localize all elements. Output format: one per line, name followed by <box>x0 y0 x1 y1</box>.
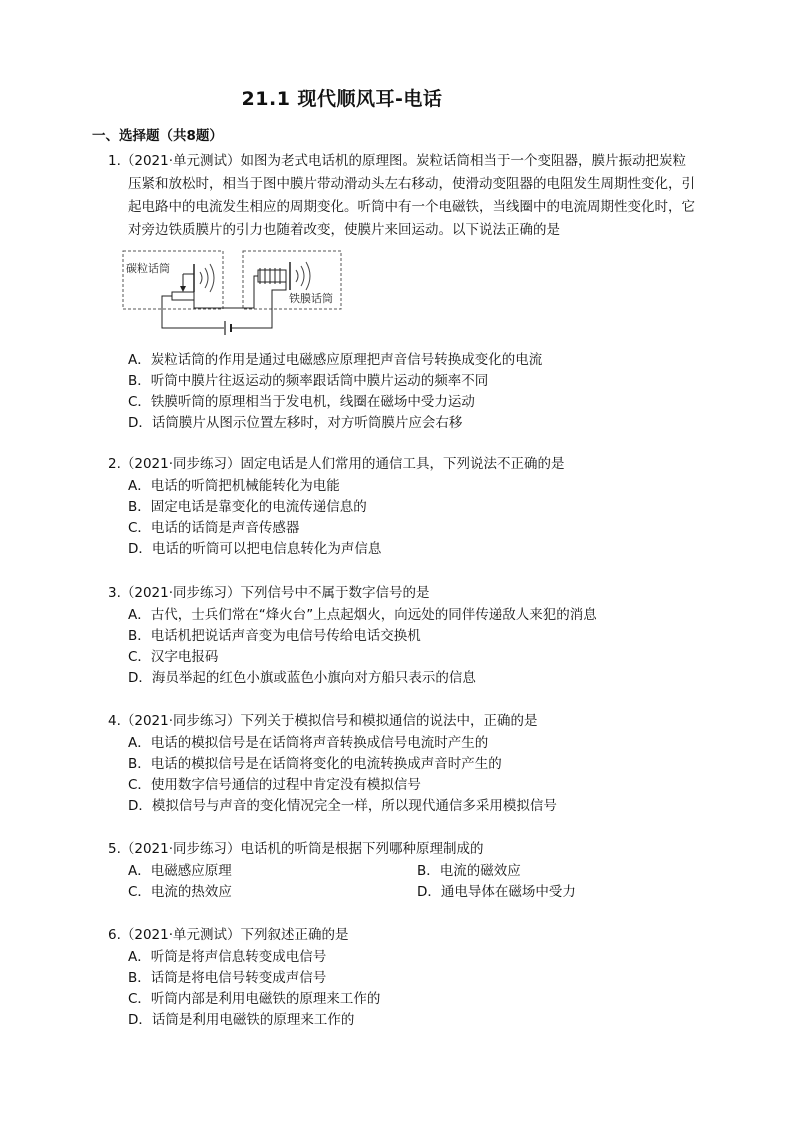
option-c: C．使用数字信号通信的过程中肯定没有模拟信号 <box>128 777 421 793</box>
question-3 <box>108 582 706 689</box>
carbon-mic-label: 碳粒话筒 <box>126 262 170 275</box>
option-d: D．电话的听筒可以把电信息转化为声信息 <box>128 541 382 557</box>
option-b: B．电流的磁效应 <box>417 863 521 879</box>
sound-wave-icon <box>200 264 214 292</box>
question-5 <box>108 838 706 903</box>
options-row <box>108 861 706 882</box>
wire <box>194 276 258 308</box>
option-d: D．模拟信号与声音的变化情况完全一样，所以现代通信多采用模拟信号 <box>128 798 557 814</box>
option-a: A．炭粒话筒的作用是通过电磁感应原理把声音信号转换成变化的电流 <box>128 352 543 368</box>
option-a: A．电磁感应原理 <box>128 863 232 879</box>
question-1-stem <box>108 150 706 242</box>
wire <box>232 282 286 328</box>
option-b: B．话筒是将电信号转变成声信号 <box>128 970 327 986</box>
question-stem-line: 1.（2021·单元测试）如图为老式电话机的原理图。炭粒话筒相当于一个变阻器，膜片振动把炭粒 <box>108 153 687 169</box>
question-6 <box>108 924 706 1031</box>
wire <box>162 296 224 328</box>
option-b: B．电话的模拟信号是在话筒将变化的电流转换成声音时产生的 <box>128 756 502 772</box>
option-b: B．固定电话是靠变化的电流传递信息的 <box>128 499 367 515</box>
option-d: D．话筒是利用电磁铁的原理来工作的 <box>128 1012 355 1028</box>
page-title: 21.1 现代顺风耳-电话 <box>241 88 443 110</box>
option-b: B．电话机把说话声音变为电信号传给电话交换机 <box>128 628 421 644</box>
question-stem-line: 压紧和放松时，相当于图中膜片带动滑动头左右移动，使滑动变阻器的电阻发生周期性变化，引 <box>128 176 695 192</box>
option-a: A．古代，士兵们常在“烽火台”上点起烟火，向远处的同伴传递敌人来犯的消息 <box>128 607 597 623</box>
question-4-stem: 4.（2021·同步练习）下列关于模拟信号和模拟通信的说法中，正确的是 <box>108 713 538 729</box>
question-4 <box>108 710 706 817</box>
options-row <box>108 882 706 903</box>
question-3-stem: 3.（2021·同步练习）下列信号中不属于数字信号的是 <box>108 585 430 601</box>
question-stem-line: 起电路中的电流发生相应的周期变化。听筒中有一个电磁铁，当线圈中的电流周期性变化时，它 <box>128 199 695 215</box>
option-a: A．听筒是将声信息转变成电信号 <box>128 949 327 965</box>
sound-wave-icon <box>296 262 310 290</box>
question-5-stem: 5.（2021·同步练习）电话机的听筒是根据下列哪种原理制成的 <box>108 841 484 857</box>
question-1 <box>108 150 706 434</box>
option-a: A．电话的模拟信号是在话筒将声音转换成信号电流时产生的 <box>128 735 489 751</box>
option-c: C．电流的热效应 <box>128 884 232 900</box>
option-c: C．电话的话筒是声音传感器 <box>128 520 300 536</box>
option-d: D．通电导体在磁场中受力 <box>417 884 576 900</box>
option-d: D．海员举起的红色小旗或蓝色小旗向对方船只表示的信息 <box>128 670 476 686</box>
electromagnet-core <box>258 270 286 282</box>
telephone-circuit-diagram <box>122 246 342 336</box>
option-c: C．铁膜听筒的原理相当于发电机，线圈在磁场中受力运动 <box>128 394 475 410</box>
slider-arrow <box>180 286 186 292</box>
question-2-stem: 2.（2021·同步练习）固定电话是人们常用的通信工具，下列说法不正确的是 <box>108 456 565 472</box>
section-heading: 一、选择题（共8题） <box>92 128 223 144</box>
question-stem-line: 对旁边铁质膜片的引力也随着改变，使膜片来回运动。以下说法正确的是 <box>128 222 560 238</box>
question-2 <box>108 453 706 560</box>
rheostat <box>172 292 194 300</box>
option-c: C．汉字电报码 <box>128 649 219 665</box>
option-c: C．听筒内部是利用电磁铁的原理来工作的 <box>128 991 381 1007</box>
option-a: A．电话的听筒把机械能转化为电能 <box>128 478 340 494</box>
iron-receiver-label: 铁膜话筒 <box>289 292 333 305</box>
option-d: D．话筒膜片从图示位置左移时，对方听筒膜片应会右移 <box>128 415 463 431</box>
question-6-stem: 6.（2021·单元测试）下列叙述正确的是 <box>108 927 349 943</box>
option-b: B．听筒中膜片往返运动的频率跟话筒中膜片运动的频率不同 <box>128 373 489 389</box>
